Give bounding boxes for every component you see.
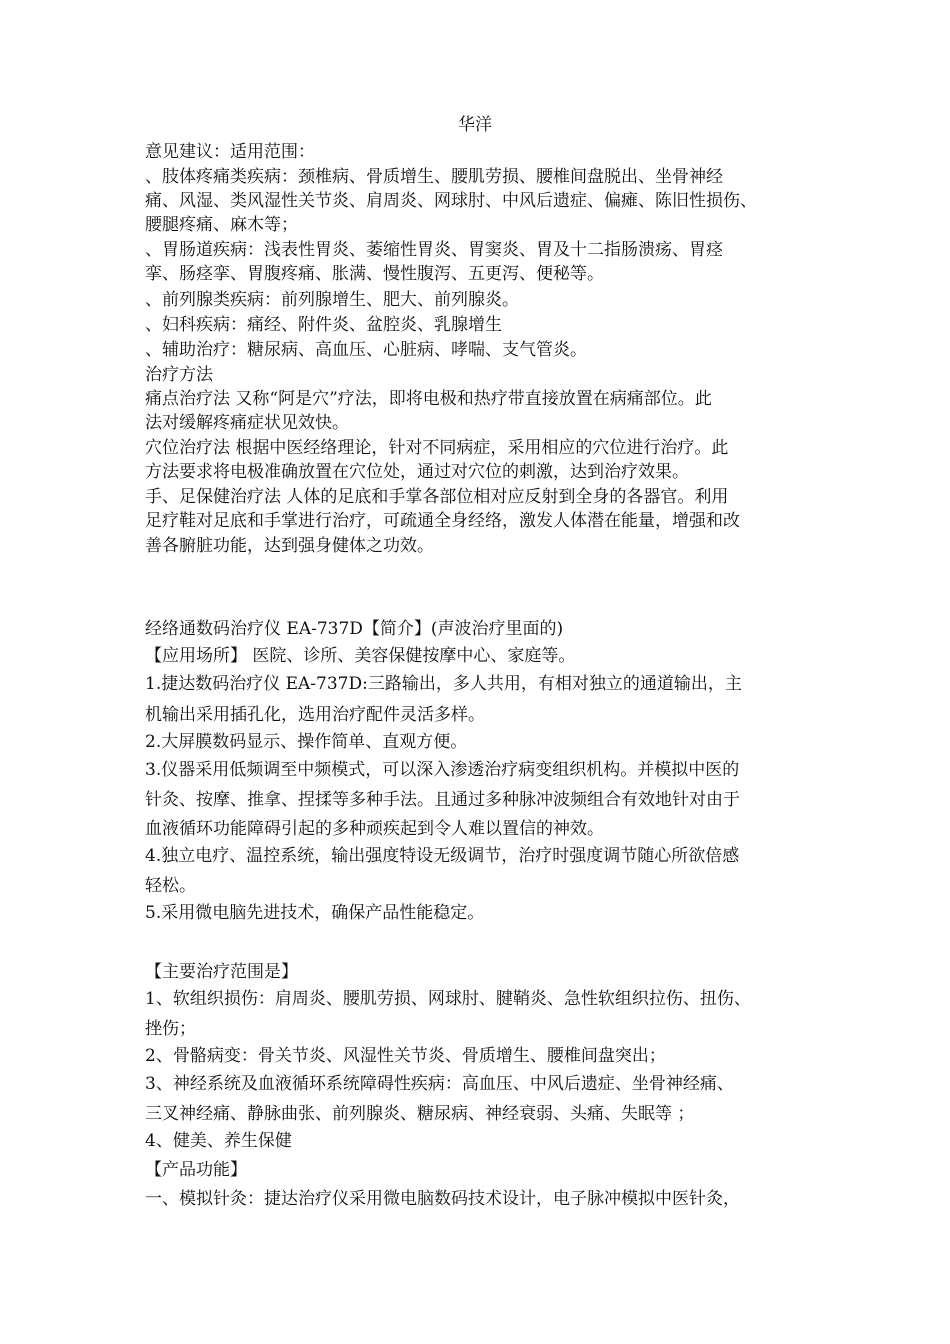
text-line: 机输出采用插孔化，选用治疗配件灵活多样。	[145, 705, 485, 725]
text-line: 针灸、按摩、推拿、捏揉等多种手法。且通过多种脉冲波频组合有效地针对由于	[145, 790, 740, 810]
text-line: 3.仪器采用低频调至中频模式，可以深入渗透治疗病变组织机构。并模拟中医的	[145, 760, 740, 780]
text-line: 足疗鞋对足底和手掌进行治疗，可疏通全身经络，激发人体潜在能量，增强和改	[145, 511, 740, 531]
text-line: 意见建议：适用范围：	[145, 142, 315, 162]
text-line: 善各腑脏功能，达到强身健体之功效。	[145, 536, 434, 556]
section-heading: 【主要治疗范围是】	[145, 962, 298, 982]
text-line: 、肢体疼痛类疾病：颈椎病、骨质增生、腰肌劳损、腰椎间盘脱出、坐骨神经	[145, 167, 723, 187]
text-line: 挫伤；	[145, 1019, 196, 1039]
text-line: 1、软组织损伤：肩周炎、腰肌劳损、网球肘、腱鞘炎、急性软组织拉伤、扭伤、	[145, 989, 751, 1009]
text-line: 血液循环功能障碍引起的多种顽疾起到令人难以置信的神效。	[145, 819, 604, 839]
document-title: 华洋	[458, 115, 492, 135]
text-line: 5.采用微电脑先进技术，确保产品性能稳定。	[145, 903, 485, 923]
text-line: 方法要求将电极准确放置在穴位处，通过对穴位的刺激，达到治疗效果。	[145, 462, 689, 482]
text-line: 手、足保健治疗法 人体的足底和手掌各部位相对应反射到全身的各器官。利用	[145, 487, 729, 507]
text-line: 4.独立电疗、温控系统，输出强度特设无级调节，治疗时强度调节随心所欲倍感	[145, 846, 740, 866]
text-line: 一、模拟针灸：捷达治疗仪采用微电脑数码技术设计，电子脉冲模拟中医针灸，	[145, 1189, 740, 1209]
text-line: 痛点治疗法 又称“阿是穴”疗法，即将电极和热疗带直接放置在病痛部位。此	[145, 389, 712, 409]
text-line: 、妇科疾病：痛经、附件炎、盆腔炎、乳腺增生	[145, 315, 502, 335]
text-line: 痛、风湿、类风湿性关节炎、肩周炎、网球肘、中风后遗症、偏瘫、陈旧性损伤、	[145, 191, 757, 211]
section-heading: 治疗方法	[145, 365, 213, 385]
text-line: 【应用场所】 医院、诊所、美容保健按摩中心、家庭等。	[145, 646, 576, 666]
section-heading: 【产品功能】	[145, 1160, 247, 1180]
text-line: 3、神经系统及血液循环系统障碍性疾病：高血压、中风后遗症、坐骨神经痛、	[145, 1074, 734, 1094]
product-heading: 经络通数码治疗仪 EA-737D【简介】(声波治疗里面的)	[145, 619, 564, 639]
text-line: 1.捷达数码治疗仪 EA-737D:三路输出，多人共用，有相对独立的通道输出，主	[145, 674, 742, 694]
text-line: 2、骨骼病变：骨关节炎、风湿性关节炎、骨质增生、腰椎间盘突出；	[145, 1046, 666, 1066]
text-line: 轻松。	[145, 876, 196, 896]
text-line: 、前列腺类疾病：前列腺增生、肥大、前列腺炎。	[145, 290, 519, 310]
text-line: 4、健美、养生保健	[145, 1131, 292, 1151]
text-line: 、辅助治疗：糖尿病、高血压、心脏病、哮喘、支气管炎。	[145, 340, 587, 360]
text-line: 2.大屏膜数码显示、操作简单、直观方便。	[145, 732, 468, 752]
text-line: 穴位治疗法 根据中医经络理论，针对不同病症，采用相应的穴位进行治疗。此	[145, 438, 729, 458]
text-line: 三叉神经痛、静脉曲张、前列腺炎、糖尿病、神经衰弱、头痛、失眠等 ；	[145, 1104, 695, 1124]
text-line: 挛、肠痉挛、胃腹疼痛、胀满、慢性腹泻、五更泻、便秘等。	[145, 264, 604, 284]
text-line: 法对缓解疼痛症状见效快。	[145, 413, 349, 433]
text-line: 、胃肠道疾病：浅表性胃炎、萎缩性胃炎、胃窦炎、胃及十二指肠溃疡、胃痉	[145, 240, 723, 260]
text-line: 腰腿疼痛、麻木等；	[145, 215, 298, 235]
